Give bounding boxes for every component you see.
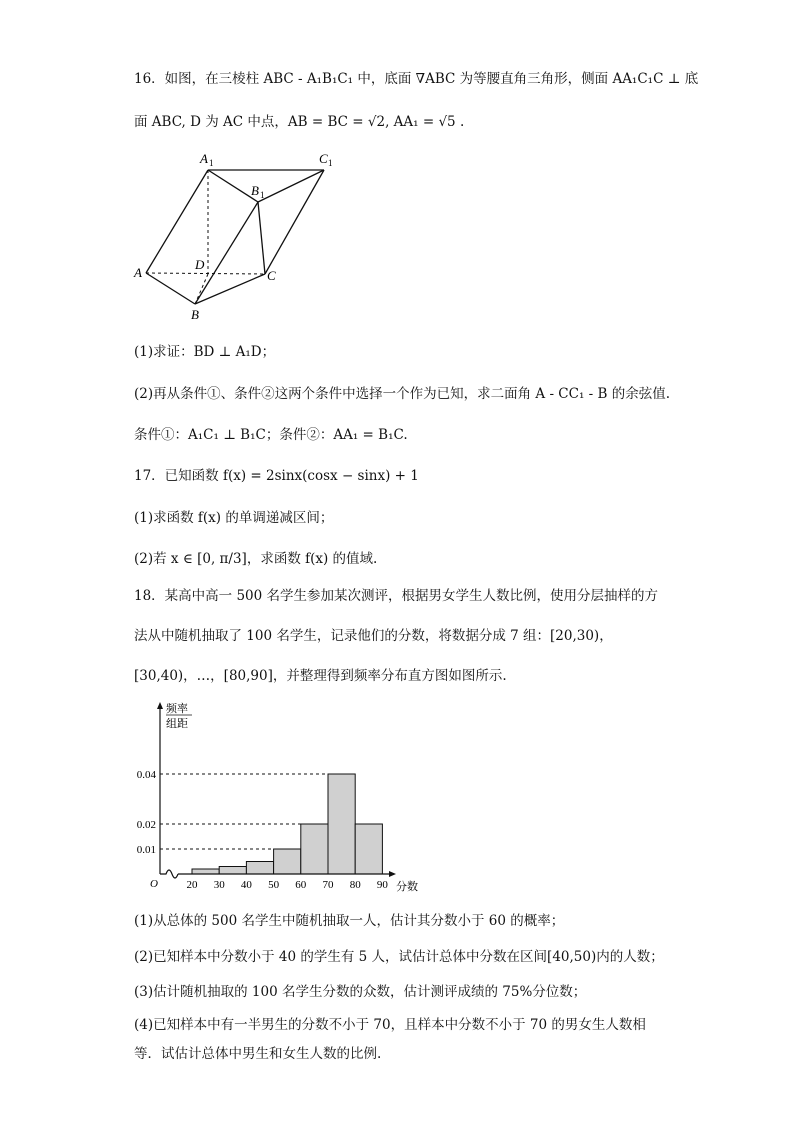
label-C1-sub: 1 [328,158,333,168]
x-label: 分数 [396,881,418,893]
edge-B1C1 [258,170,324,202]
edge-CC1 [265,170,324,274]
x-tick-label: 90 [376,879,388,891]
edge-B1C [258,202,265,274]
histogram-bar [355,824,382,874]
label-D: D [195,257,205,272]
x-tick-label: 50 [268,879,280,891]
label-A1: A [200,151,208,166]
y-tick-label: 0.01 [136,844,156,856]
x-tick-label: 80 [349,879,361,891]
q18-line3: [30,40)，…，[80,90]，并整理得到频率分布直方图如图所示. [134,668,507,684]
q18-part1: (1)从总体的 500 名学生中随机抽取一人，估计其分数小于 60 的概率； [134,913,565,929]
q16-line1: 16．如图，在三棱柱 ABC - A₁B₁C₁ 中，底面 ∇ABC 为等腰直角三角形，侧面 AA₁C₁C ⊥ 底 [134,71,699,87]
label-B1-sub: 1 [260,190,265,200]
edge-AB [146,273,195,304]
histogram-bar [328,774,355,874]
frequency-histogram [130,698,430,898]
q16-part1: (1)求证：BD ⊥ A₁D； [134,344,276,360]
x-tick-label: 30 [213,879,225,891]
label-A1-sub: 1 [209,158,214,168]
y-tick-label: 0.02 [136,819,156,831]
q16-conditions: 条件①：A₁C₁ ⊥ B₁C；条件②：AA₁ = B₁C. [134,427,408,443]
q17-part1: (1)求函数 f(x) 的单调递减区间； [134,510,334,526]
edge-BC [195,274,265,304]
y-axis-arrow [157,702,163,709]
edge-AC-hidden [146,273,265,274]
q18-part4b: 等．试估计总体中男生和女生人数的比例. [134,1046,382,1062]
origin-label: O [150,878,158,890]
q18-line1: 18．某高中高一 500 名学生参加某次测评，根据男女学生人数比例，使用分层抽样的方 [134,588,659,604]
q18-line2: 法从中随机抽取了 100 名学生，记录他们的分数，将数据分成 7 组：[20,30)， [134,628,613,644]
q18-part2: (2)已知样本中分数小于 40 的学生有 5 人，试估计总体中分数在区间[40,50)内的人数； [134,949,664,965]
histogram-bar [192,869,219,874]
y-tick-label: 0.04 [136,769,156,781]
q17-line1: 17．已知函数 f(x) = 2sinx(cosx − sinx) + 1 [134,468,419,484]
histogram-bar [219,867,246,875]
label-B: B [191,307,199,322]
label-B1: B [251,183,259,198]
x-axis-arrow [389,871,396,877]
x-tick-label: 20 [186,879,198,891]
q18-part3: (3)估计随机抽取的 100 名学生分数的众数，估计测评成绩的 75%分位数； [134,984,587,1000]
histogram-bar [246,862,273,875]
q16-line2: 面 ABC, D 为 AC 中点，AB = BC = √2, AA₁ = √5 . [134,114,465,130]
x-tick-label: 60 [295,879,307,891]
y-label-top: 频率 [166,703,188,715]
histogram-bar [301,824,328,874]
label-A: A [134,265,142,280]
label-C1: C [319,151,328,166]
q17-part2: (2)若 x ∈ [0, π/3]，求函数 f(x) 的值域. [134,551,378,567]
y-label-bottom: 组距 [166,718,188,730]
prism-figure [130,148,360,323]
x-tick-label: 70 [322,879,334,891]
histogram-bar [274,849,301,874]
label-C: C [267,268,276,283]
x-tick-label: 40 [240,879,252,891]
q18-part4a: (4)已知样本中有一半男生的分数不小于 70，且样本中分数不小于 70 的男女生人数相 [134,1017,646,1033]
q16-part2: (2)再从条件①、条件②这两个条件中选择一个作为已知，求二面角 A - CC₁ - B 的余弦值. [134,386,671,402]
axis-break [160,870,178,878]
edge-BB1 [195,202,258,304]
